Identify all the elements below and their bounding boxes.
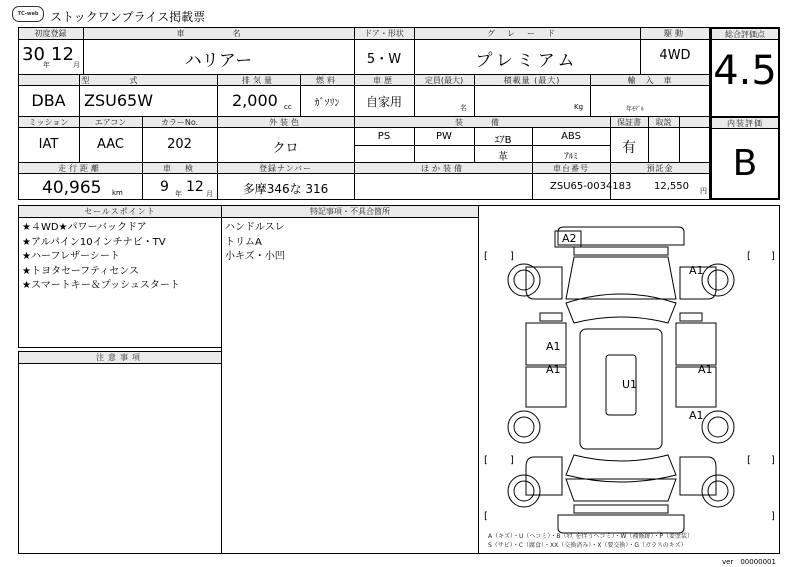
mileage-unit: km — [112, 189, 123, 197]
label-plate: 登録ナンバー — [258, 164, 313, 173]
equip-pw: PW — [436, 131, 452, 142]
bracket-open: [ — [484, 455, 488, 466]
equip-ps: PS — [377, 131, 391, 142]
logo: TC-web — [12, 6, 44, 22]
door-type: 5・W — [366, 52, 402, 67]
vehicle-class: 自家用 — [365, 95, 402, 109]
sales-point-item: ★スマートキー＆プッシュスタート — [22, 280, 180, 291]
sales-point-item: ★４WD★パワーバックドア — [22, 222, 147, 233]
label-first-reg: 初度登録 — [34, 29, 67, 38]
label-color-no: カラーNo. — [160, 118, 199, 127]
color-no: 202 — [167, 137, 192, 152]
label-import: 輸 入 車 — [627, 76, 673, 85]
mark-a1-left-front: A1 — [546, 340, 561, 353]
label-drive: 駆動 — [664, 29, 686, 38]
notes-list — [225, 221, 285, 265]
label-capacity: 定員(最大) — [424, 76, 464, 85]
mission: IAT — [38, 137, 59, 152]
fuel: ｶﾞｿﾘﾝ — [314, 98, 340, 109]
label-chassis: 車台番号 — [553, 164, 589, 173]
label-sales-points: セールスポイント — [84, 207, 156, 216]
capacity-unit: 名 — [460, 104, 467, 112]
mark-a1-left-rear: A1 — [546, 363, 561, 376]
legend-line: S（サビ）・C（腐食）・XX（交換済み）・X（要交換）・G（ガラスのキズ） — [488, 542, 687, 549]
bracket-close: ] — [771, 251, 775, 262]
label-equipment: 装 備 — [455, 118, 509, 127]
label-remarks: 注意事項 — [96, 353, 144, 362]
inspection-year-unit: 年 — [175, 190, 182, 198]
label-other-equipment: ほか装備 — [421, 164, 465, 173]
price: 12,550 — [654, 181, 689, 192]
label-exterior-color: 外装色 — [269, 118, 302, 127]
page-title: ストックワンプライス掲載票 — [50, 10, 206, 24]
equip-leather: 革 — [498, 152, 508, 163]
version-label: ver 00000001 — [722, 558, 776, 566]
overall-score: 4.5 — [713, 48, 777, 94]
label-model: 型 式 — [81, 76, 154, 85]
inspection-year: 9 — [160, 179, 169, 195]
displacement: 2,000 — [232, 91, 278, 110]
mark-u1-roof: U1 — [622, 378, 638, 391]
sales-points-list — [22, 221, 180, 294]
equip-alumi: ｱﾙﾐ — [564, 152, 578, 162]
bracket-close: ] — [510, 455, 514, 466]
bracket-close: ] — [771, 455, 775, 466]
label-inspection: 車 検 — [163, 164, 196, 173]
label-overall-score: 総合評価点 — [725, 30, 765, 39]
bracket-close: ] — [771, 511, 775, 522]
chassis: ZSU65-0034183 — [550, 181, 632, 192]
mark-a1-right-rear: A1 — [698, 363, 713, 376]
sales-point-item: ★ハーフレザーシート — [22, 251, 120, 262]
bracket-open: [ — [747, 251, 751, 262]
bracket-open: [ — [484, 511, 488, 522]
drive: 4WD — [659, 48, 691, 63]
first-reg-month-unit: 月 — [73, 61, 80, 69]
equip-abs: ABS — [561, 131, 581, 142]
remarks-box — [18, 351, 222, 554]
note-item: ハンドルスレ — [225, 222, 285, 233]
equip-airbag: ｴｱB — [494, 135, 512, 146]
legend — [488, 532, 693, 550]
label-fuel: 燃料 — [316, 76, 338, 85]
label-grade: グレード — [487, 29, 567, 38]
exterior-color: クロ — [272, 141, 299, 156]
label-manual: 取説 — [655, 118, 672, 127]
warranty: 有 — [622, 140, 636, 156]
bracket-open: [ — [747, 455, 751, 466]
label-aircon: エアコン — [94, 118, 127, 127]
sales-point-item: ★トヨタセーフティセンス — [22, 265, 139, 277]
label-mileage: 走行距離 — [58, 164, 102, 173]
label-displacement: 排気量 — [242, 76, 275, 85]
import-unit: 年ﾓﾃﾞﾙ — [626, 106, 645, 113]
bracket-open: [ — [484, 251, 488, 262]
mark-a1-right-bottom: A1 — [689, 409, 704, 422]
mark-a2-top: A2 — [562, 232, 577, 245]
displacement-unit: cc — [284, 103, 292, 111]
load-unit: Kg — [574, 103, 584, 111]
legend-line: A（キズ）・U（ヘコミ）・B（ｷｽﾞを伴うヘコミ）・W（補修跡）・P（要塗装） — [488, 533, 694, 540]
plate: 多摩346な 316 — [242, 182, 329, 196]
car-name: ハリアー — [184, 51, 253, 71]
sales-point-item: ★アルパイン10インチナビ・TV — [22, 236, 166, 248]
label-load: 積載量 (最大) — [503, 76, 561, 85]
price-unit: 円 — [700, 187, 707, 195]
label-price: 預託金 — [646, 164, 674, 173]
label-mission: ミッション — [28, 118, 69, 127]
label-warranty: 保証書 — [617, 118, 641, 127]
note-item: 小キズ・小凹 — [225, 251, 285, 262]
inspection-month-unit: 月 — [206, 190, 213, 198]
label-notes-defects: 特記事項・不具合箇所 — [310, 207, 390, 216]
first-reg-year: 30 — [22, 44, 45, 65]
grade: プレミアム — [475, 51, 579, 71]
interior-score: B — [732, 143, 758, 184]
inspection-month: 12 — [186, 179, 204, 195]
label-interior-score: 内装評価 — [727, 119, 763, 128]
aircon: AAC — [97, 137, 124, 152]
label-door-type: ドア・形状 — [364, 29, 404, 38]
note-item: トリムA — [225, 236, 262, 248]
model-prefix: DBA — [31, 91, 66, 110]
mileage: 40,965 — [42, 178, 102, 198]
first-reg-month: 12 — [51, 44, 74, 65]
label-vehicle-class: 車歴 — [373, 76, 395, 85]
bracket-close: ] — [510, 251, 514, 262]
model: ZSU65W — [84, 91, 154, 110]
first-reg-year-unit: 年 — [43, 61, 50, 69]
mark-a1-right-front: A1 — [689, 264, 704, 277]
label-car-name: 車 名 — [176, 29, 261, 38]
